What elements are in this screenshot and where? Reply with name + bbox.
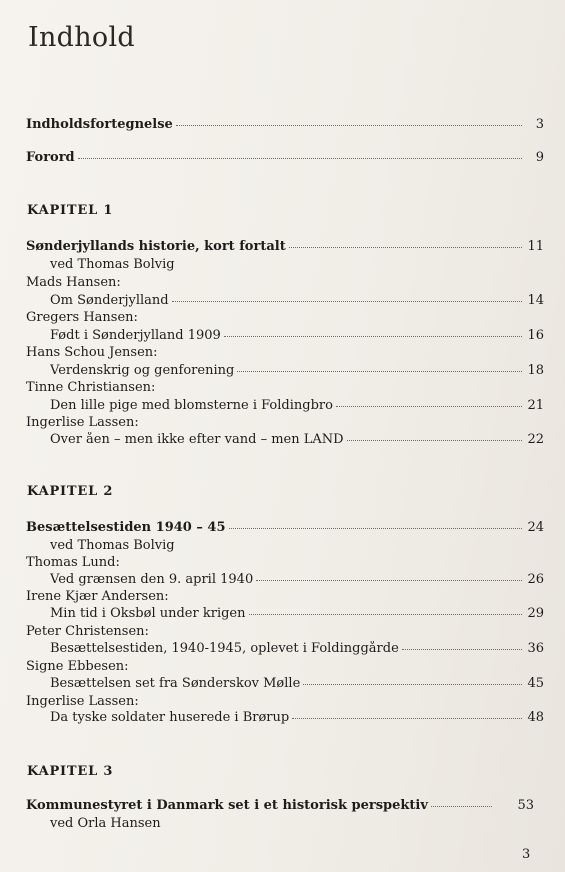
toc-entry[interactable] (26, 520, 546, 540)
toc-entry[interactable] (26, 239, 546, 259)
toc-entry-title: Sønderjyllands historie, kort fortalt (26, 239, 286, 254)
dot-leader (237, 363, 522, 372)
toc-entry-title: Besættelsen set fra Sønderskov Mølle (50, 676, 301, 691)
dot-leader (172, 293, 522, 302)
dot-leader (249, 606, 523, 615)
toc-page-number: 14 (527, 293, 544, 308)
dot-leader (289, 239, 522, 248)
author-name: Signe Ebbesen: (26, 659, 129, 674)
toc-page-number: 3 (535, 117, 544, 132)
toc-entry[interactable] (26, 798, 546, 818)
dot-leader (347, 432, 522, 441)
toc-entry-title: Da tyske soldater huserede i Brørup (50, 710, 290, 725)
toc-page-number: 26 (527, 572, 544, 587)
page-number: 3 (522, 847, 531, 862)
author-name: Ingerlise Lassen: (26, 694, 139, 709)
toc-entry[interactable] (26, 710, 546, 730)
toc-entry-title: Besættelsestiden 1940 – 45 (26, 520, 226, 535)
toc-page-number: 29 (527, 606, 544, 621)
toc-page-number: 36 (527, 641, 544, 656)
toc-entry-title: Verdenskrig og genforening (50, 363, 235, 378)
dot-leader (303, 676, 522, 685)
toc-entry-title: Over åen – men ikke efter vand – men LAND (50, 432, 344, 447)
author-name: Ingerlise Lassen: (26, 415, 139, 430)
chapter-heading: KAPITEL 2 (27, 484, 114, 499)
dot-leader (431, 798, 492, 807)
author-name: Peter Christensen: (26, 624, 149, 639)
toc-entry[interactable] (26, 641, 546, 661)
toc-entry-title: Den lille pige med blomsterne i Foldingbro (50, 398, 333, 413)
dot-leader (78, 150, 522, 159)
dot-leader (229, 520, 523, 529)
toc-page-number: 21 (527, 398, 544, 413)
byline: ved Thomas Bolvig (50, 257, 175, 272)
toc-entry-title: Forord (26, 150, 75, 165)
chapter-heading: KAPITEL 3 (27, 764, 114, 779)
byline: ved Thomas Bolvig (50, 538, 175, 553)
toc-entry-title: Om Sønderjylland (50, 293, 169, 308)
page-title: Indhold (28, 22, 136, 53)
toc-page-number: 16 (527, 328, 544, 343)
toc-page-number: 22 (527, 432, 544, 447)
toc-page-number: 9 (535, 150, 544, 165)
byline: ved Orla Hansen (50, 816, 161, 831)
dot-leader (256, 572, 522, 581)
dot-leader (224, 328, 522, 337)
author-name: Irene Kjær Andersen: (26, 589, 169, 604)
toc-entry[interactable] (26, 150, 546, 170)
toc-page-number: 53 (517, 798, 534, 813)
toc-entry[interactable] (26, 432, 546, 452)
author-name: Mads Hansen: (26, 275, 121, 290)
author-name: Thomas Lund: (26, 555, 120, 570)
toc-page-number: 48 (527, 710, 544, 725)
toc-page-number: 45 (527, 676, 544, 691)
dot-leader (402, 641, 522, 650)
dot-leader (292, 710, 522, 719)
toc-page-number: 24 (527, 520, 544, 535)
toc-entry-title: Ved grænsen den 9. april 1940 (50, 572, 254, 587)
toc-entry-title: Kommunestyret i Danmark set i et historisk perspektiv (26, 798, 428, 813)
toc-entry[interactable] (26, 117, 546, 137)
toc-entry-title: Født i Sønderjylland 1909 (50, 328, 221, 343)
toc-entry-title: Indholdsfortegnelse (26, 117, 173, 132)
dot-leader (176, 117, 522, 126)
dot-leader (336, 398, 522, 407)
toc-entry[interactable] (26, 606, 546, 626)
toc-entry-title: Min tid i Oksbøl under krigen (50, 606, 246, 621)
author-name: Tinne Christiansen: (26, 380, 156, 395)
author-name: Gregers Hansen: (26, 310, 138, 325)
author-name: Hans Schou Jensen: (26, 345, 158, 360)
toc-entry[interactable] (26, 676, 546, 696)
toc-entry-title: Besættelsestiden, 1940-1945, oplevet i Foldinggårde (50, 641, 399, 656)
chapter-heading: KAPITEL 1 (27, 203, 114, 218)
toc-page-number: 18 (527, 363, 544, 378)
toc-page-number: 11 (527, 239, 544, 254)
